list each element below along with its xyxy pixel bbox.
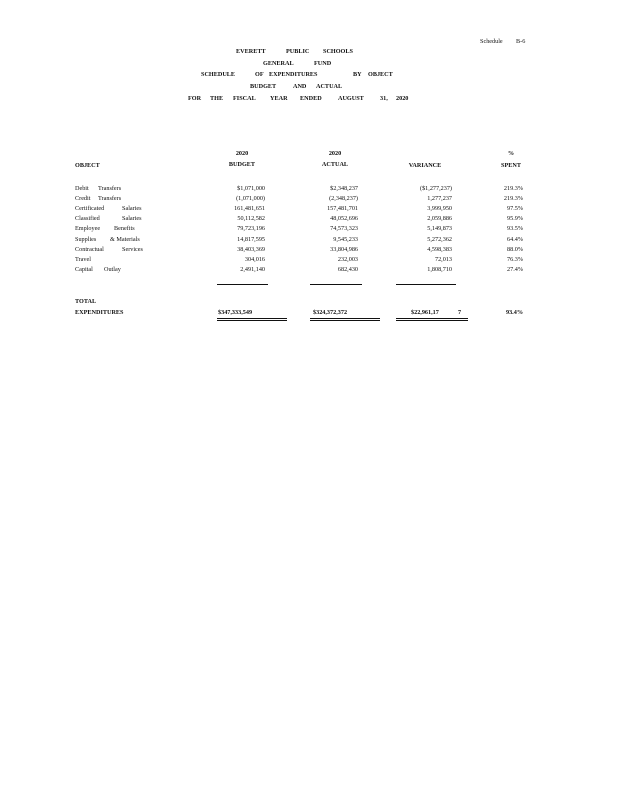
- object-name-2: Transfers: [98, 195, 122, 203]
- object-name-2: Salaries: [122, 205, 142, 213]
- actual-subtotal-rule: [310, 284, 362, 285]
- actual-value: 157,481,701: [327, 205, 358, 213]
- object-name: Credit: [75, 195, 91, 203]
- budget-value: (1,071,000): [236, 195, 265, 203]
- total-budget: $347,333,549: [218, 309, 253, 316]
- object-name-2: Services: [122, 245, 143, 253]
- budget-value: 50,112,582: [237, 215, 265, 223]
- actual-value: 48,052,696: [330, 215, 358, 223]
- title-word: AUGUST: [338, 95, 364, 102]
- variance-value: 5,149,873: [427, 225, 452, 233]
- actual-value: 33,804,986: [330, 245, 358, 253]
- total-variance-suffix: 7: [458, 309, 462, 316]
- variance-value: 3,999,950: [427, 205, 452, 213]
- title-word: BY: [353, 71, 362, 78]
- actual-total-double-rule: [310, 318, 380, 319]
- actual-header: ACTUAL: [321, 161, 349, 168]
- variance-total-double-rule: [396, 318, 468, 319]
- title-word: FOR: [188, 95, 202, 102]
- title-word: 31,: [380, 95, 388, 102]
- budget-header: BUDGET: [228, 161, 256, 168]
- actual-value: (2,348,237): [329, 195, 358, 203]
- schedule-id: B-6: [516, 38, 526, 45]
- budget-year-header: 2020: [235, 150, 249, 157]
- total-spent: 93.4%: [505, 309, 523, 316]
- title-word: ENDED: [300, 95, 322, 102]
- actual-total-double-rule: [310, 320, 380, 321]
- title-word: FUND: [314, 60, 332, 67]
- object-name: Supplies: [75, 235, 97, 243]
- object-name-2: Benefits: [114, 225, 135, 233]
- title-word: BUDGET: [250, 83, 277, 90]
- total-label-2: EXPENDITURES: [75, 309, 124, 316]
- actual-value: 9,545,233: [333, 235, 358, 243]
- object-name-2: Outlay: [104, 265, 121, 273]
- spent-value: 64.4%: [507, 235, 523, 243]
- object-name-2: Salaries: [122, 215, 142, 223]
- title-word: OF: [255, 71, 264, 78]
- budget-subtotal-rule: [217, 284, 268, 285]
- object-name: Travel: [75, 255, 91, 263]
- actual-value: $2,348,237: [330, 185, 358, 192]
- schedule-label: Schedule: [480, 38, 503, 45]
- title-word: FISCAL: [233, 95, 256, 102]
- budget-value: 2,491,140: [240, 265, 265, 273]
- budget-value: 304,016: [244, 255, 265, 263]
- variance-value: 5,272,362: [427, 235, 452, 243]
- actual-value: 74,573,323: [330, 225, 358, 233]
- budget-total-double-rule: [217, 320, 287, 321]
- title-word: PUBLIC: [286, 48, 310, 55]
- spent-value: 97.5%: [507, 205, 523, 213]
- object-name: Debit: [75, 185, 89, 192]
- title-word: YEAR: [270, 95, 288, 102]
- spent-value: 95.9%: [507, 215, 523, 223]
- actual-value: 682,430: [337, 265, 358, 273]
- variance-value: 72,013: [434, 255, 452, 263]
- title-word: GENERAL: [263, 60, 294, 67]
- budget-value: 79,723,196: [237, 225, 265, 233]
- spent-value: 93.5%: [507, 225, 523, 233]
- title-word: 2020: [396, 95, 409, 102]
- object-name: Contractual: [75, 245, 104, 253]
- total-variance: $22,961,17: [411, 309, 439, 316]
- budget-value: 14,817,595: [237, 235, 265, 243]
- object-header: OBJECT: [75, 162, 100, 169]
- title-word: AND: [293, 83, 307, 90]
- variance-value: 2,059,886: [427, 215, 452, 223]
- title-word: THE: [210, 95, 224, 102]
- total-actual: $324,372,372: [313, 309, 348, 316]
- object-name: Certificated: [75, 205, 105, 213]
- title-word: EVERETT: [236, 48, 266, 55]
- actual-year-header: 2020: [328, 150, 342, 157]
- variance-value: ($1,277,237): [420, 185, 452, 192]
- title-word: EXPENDITURES: [269, 71, 318, 78]
- budget-value: $1,071,000: [237, 185, 265, 192]
- spent-value: 76.3%: [507, 255, 523, 263]
- budget-value: 161,481,651: [234, 205, 265, 213]
- object-name: Classified: [75, 215, 100, 223]
- variance-subtotal-rule: [396, 284, 456, 285]
- object-name: Capital: [75, 265, 93, 273]
- title-word: SCHEDULE: [201, 71, 236, 78]
- title-word: SCHOOLS: [323, 48, 353, 55]
- object-name-2: & Materials: [110, 235, 140, 243]
- object-name-2: Transfers: [98, 185, 122, 192]
- variance-header: VARIANCE: [408, 162, 442, 169]
- spent-value: 88.0%: [507, 245, 523, 253]
- object-name: Employee: [75, 225, 101, 233]
- title-word: OBJECT: [368, 71, 393, 78]
- spent-value: 219.3%: [503, 195, 523, 203]
- spent-value: 27.4%: [507, 265, 523, 273]
- spent-value: 219.3%: [503, 185, 523, 192]
- title-word: ACTUAL: [316, 83, 343, 90]
- spent-header: SPENT: [501, 162, 521, 169]
- budget-value: 38,403,369: [237, 245, 265, 253]
- variance-value: 1,808,710: [427, 265, 452, 273]
- actual-value: 232,003: [337, 255, 358, 263]
- variance-value: 1,277,237: [427, 195, 452, 203]
- variance-value: 4,598,383: [427, 245, 452, 253]
- variance-total-double-rule: [396, 320, 468, 321]
- budget-total-double-rule: [217, 318, 287, 319]
- percent-header: %: [507, 150, 515, 157]
- total-label: TOTAL: [75, 298, 97, 305]
